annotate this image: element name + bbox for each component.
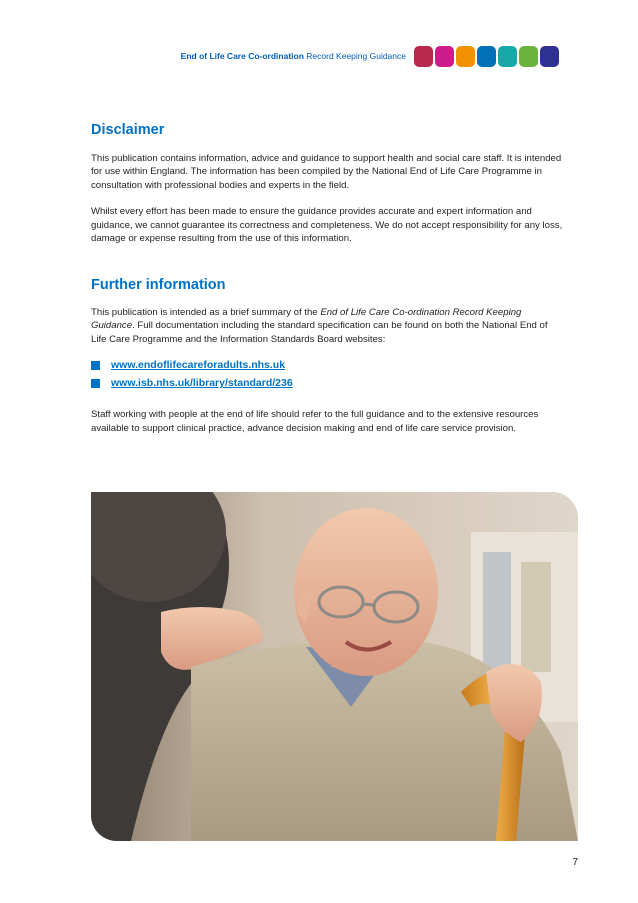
color-swatch-2 (435, 46, 454, 67)
further-information-section (91, 277, 563, 435)
color-swatch-5 (498, 46, 517, 67)
bullet-square-icon (91, 361, 100, 370)
further-information-paragraph-2: Staff working with people at the end of life should refer to the full guidance and to the extensive resources available to support clinical practice, advance decision making and end of life care service provision. (91, 409, 539, 434)
photo-elderly-man-with-carer (91, 492, 578, 841)
link-endoflifecare[interactable]: www.endoflifecareforadults.nhs.uk (111, 359, 286, 372)
header-title-bold: End of Life Care Co-ordination (180, 51, 304, 61)
photo-illustration (91, 492, 578, 841)
paragraph-text-b: . Full documentation including the standard specification can be found on both the National End of Life Care Programme and the Information Standards Board websites: (91, 320, 548, 345)
color-swatch-7 (540, 46, 559, 67)
paragraph-text-a: This publication is intended as a brief summary of the (91, 307, 321, 318)
disclaimer-paragraph-1: This publication contains information, advice and guidance to support health and social care staff. It is intended for use within England. The information has been compiled by the National End of Life Care Programme in consultation with professional bodies and experts in the field. (91, 153, 562, 191)
color-swatches (414, 46, 559, 68)
page-number: 7 (572, 857, 578, 868)
header-title-light: Record Keeping Guidance (306, 51, 406, 61)
list-item (91, 359, 563, 377)
page-header (0, 46, 638, 68)
color-swatch-4 (477, 46, 496, 67)
link-isb-standard[interactable]: www.isb.nhs.uk/library/standard/236 (111, 377, 293, 390)
disclaimer-paragraph-2: Whilst every effort has been made to ensure the guidance provides accurate and expert information and guidance, we cannot guarantee its correctness and completeness. We do not accept responsibility for any loss, damage or expense resulting from the use of this information. (91, 206, 563, 245)
color-swatch-1 (414, 46, 433, 67)
header-title (181, 51, 406, 61)
website-links (91, 359, 563, 395)
color-swatch-3 (456, 46, 475, 67)
further-information-heading: Further information (91, 277, 226, 293)
further-information-paragraph-1 (91, 306, 563, 346)
disclaimer-section (91, 122, 563, 245)
bullet-square-icon (91, 379, 100, 388)
guidance-title-italic: End of Life Care Co-ordination Record Keeping Guidance (91, 307, 522, 332)
list-item (91, 377, 563, 395)
color-swatch-6 (519, 46, 538, 67)
disclaimer-heading: Disclaimer (91, 122, 165, 138)
